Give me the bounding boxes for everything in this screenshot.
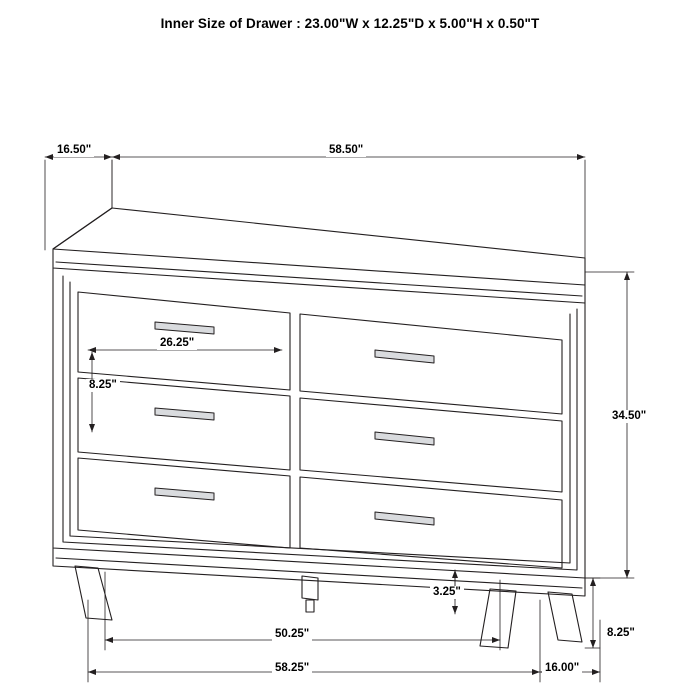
- dim-depth-top-left: 16.50": [54, 144, 94, 157]
- drawer-front-left-bottom: [78, 458, 290, 548]
- drawer-handles: [155, 322, 434, 525]
- leg-front-left: [75, 566, 112, 620]
- leg-front-right: [480, 589, 516, 648]
- center-support: [302, 576, 318, 600]
- dim-drawer-width: 26.25": [157, 337, 197, 350]
- dim-base-inner-width: 50.25": [272, 628, 312, 641]
- dim-base-depth-right: 16.00": [542, 662, 582, 675]
- dresser-outline: [53, 208, 585, 648]
- page-title: Inner Size of Drawer : 23.00"W x 12.25"D x 5.00"H x 0.50"T: [160, 16, 540, 31]
- drawer-front-right-top: [300, 314, 562, 414]
- dim-drawer-height: 8.25": [86, 379, 120, 392]
- dim-overall-height: 34.50": [609, 410, 649, 423]
- dim-leg-height-right: 8.25": [604, 627, 638, 640]
- dim-base-width: 58.25": [272, 662, 312, 675]
- dim-width-top: 58.50": [326, 144, 366, 157]
- leg-back-right: [548, 592, 582, 642]
- dim-leg-clearance: 3.25": [430, 586, 464, 599]
